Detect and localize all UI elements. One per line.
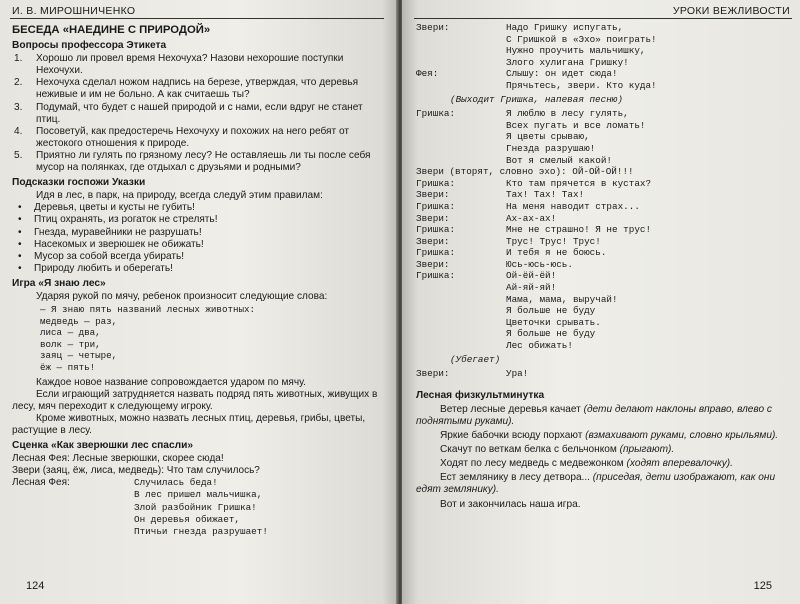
question-number: 2.: [14, 77, 23, 89]
speaker-name: Гришка:: [416, 200, 456, 212]
fizk-paragraph: [416, 430, 790, 442]
question-item: [12, 102, 384, 126]
speaker-name: Звери (вторят, словно эхо):: [416, 166, 567, 178]
question-text: Подумай, что будет с нашей природой и с нами, если вдруг не станет птиц.: [36, 101, 363, 125]
question-text: Хорошо ли провел время Нехочуха? Назови нехорошие поступки Нехочухи.: [36, 53, 344, 77]
dialogue-block-3: [416, 368, 790, 380]
dialogue-line: [12, 477, 384, 537]
rule-text: Деревья, цветы и кусты не губить!: [34, 202, 195, 214]
speaker-line: Кто там прячется в кустах?: [506, 177, 652, 189]
header-rule-right: [414, 18, 792, 19]
dialogue-line: [12, 453, 384, 465]
question-text: Нехочуха сделал ножом надпись на березе, утверждая, что деревья неживые и им не больно. А как считаешь ты?: [36, 77, 359, 101]
fizk-heading: Лесная физкультминутка: [416, 389, 545, 401]
fizk-stage-direction: (взмахивают руками, словно крыльями).: [585, 430, 779, 442]
speaker-line: Тах! Тах! Тах!: [506, 189, 585, 201]
dialogue-block-1: [416, 22, 790, 92]
rule-text: Насекомых и зверюшек не обижать!: [34, 238, 204, 250]
game-paragraph-3: Кроме животных, можно назвать лесных птиц, деревья, грибы, цветы, растущие в лесу.: [12, 412, 366, 436]
fizk-stage-direction: (дети делают наклоны вправо, влево с поднятыми руками).: [416, 403, 772, 427]
speaker-line: Юсь-юсь-юсь.: [506, 258, 573, 270]
fizk-stage-direction: (ходят вперевалочку).: [626, 458, 733, 470]
bullet-icon: •: [18, 238, 22, 250]
speaker-line: Мне не страшно! Я не трус!: [506, 224, 652, 236]
bullet-icon: •: [18, 202, 22, 214]
running-header-left: И. В. МИРОШНИЧЕНКО: [12, 5, 136, 17]
speaker-line: Ой-ёй-ёй! Ай-яй-яй! Мама, мама, выручай! Я больше не буду Цветочки срывать. Я больше не буду Лес обижать!: [506, 270, 618, 352]
question-number: 4.: [14, 125, 23, 137]
question-number: 3.: [14, 101, 23, 113]
hints-heading: Подсказки госпожи Указки: [12, 177, 146, 189]
question-text: Приятно ли гулять по грязному лесу? Не оставляешь ли ты после себя мусор на полянках, где отдыхал с друзьями и родными?: [36, 149, 371, 174]
question-number: 1.: [14, 53, 23, 65]
speaker-line: Я люблю в лесу гулять, Всех пугать и все ломать! Я цветы срываю, Гнезда разрушаю! Вот я смелый какой!: [506, 108, 646, 166]
rule-item: [12, 239, 384, 251]
fizk-paragraph: [416, 404, 790, 428]
speaker-name: Звери:: [416, 22, 450, 33]
fizk-stage-direction: (приседая, дети изображают, как они едят землянику).: [416, 472, 776, 496]
speaker-name: Лесная Фея:: [12, 453, 70, 465]
fizk-text: Скачут по веткам белка с бельчонком: [440, 444, 620, 456]
game-heading: Игра «Я знаю лес»: [12, 277, 106, 289]
speaker-name: Гришка:: [416, 108, 456, 120]
speaker-line: Трус! Трус! Трус!: [506, 235, 601, 247]
dialogue-line: [12, 465, 384, 477]
bullet-icon: •: [18, 250, 22, 262]
game-poem: — Я знаю пять названий лесных животных: медведь — раз, лиса — два, волк — три, заяц — четыре, ёж — пять!: [40, 304, 256, 374]
speaker-name: Гришка:: [416, 224, 456, 236]
speaker-line: Ура!: [506, 368, 529, 380]
speaker-name: Звери:: [416, 212, 450, 224]
stage-direction-2: (Убегает): [450, 353, 501, 365]
fizk-stage-direction: (прыгают).: [619, 444, 675, 456]
game-paragraph-2: Если играющий затрудняется назвать подряд пять животных, живущих в лесу, мяч переходит к следующему игроку.: [12, 388, 378, 412]
question-item: [12, 77, 384, 101]
dialogue-line-wide: [416, 166, 790, 178]
game-paragraph-1: Каждое новое название сопровождается ударом по мячу.: [36, 376, 306, 388]
speaker-line: Лесные зверюшки, скорее сюда!: [72, 453, 224, 465]
speaker-name: Гришка:: [416, 247, 456, 259]
bullet-icon: •: [18, 262, 22, 274]
rule-text: Природу любить и оберегать!: [34, 262, 173, 274]
fizk-text: Яркие бабочки всюду порхают: [440, 430, 586, 442]
speaker-line: ОЙ-ОЙ-ОЙ!!!: [572, 166, 634, 178]
bullet-icon: •: [18, 214, 22, 226]
question-item: [12, 150, 384, 174]
page-number-right: 125: [753, 580, 772, 592]
speaker-name: Лесная Фея:: [12, 477, 70, 489]
fizk-text: Ветер лесные деревья качает: [440, 403, 584, 415]
speaker-name: Звери:: [416, 189, 450, 201]
scene-heading: Сценка «Как зверюшки лес спасли»: [12, 440, 194, 452]
fizk-paragraph: [416, 444, 790, 456]
speaker-line: Слышу: он идет сюда! Прячьтесь, звери. Кто куда!: [506, 68, 657, 91]
bullet-icon: •: [18, 226, 22, 238]
hints-intro: Идя в лес, в парк, на природу, всегда следуй этим правилам:: [36, 190, 323, 202]
rule-item: [12, 202, 384, 214]
speaker-name: Звери:: [416, 258, 450, 270]
left-content: [12, 24, 384, 538]
question-item: [12, 126, 384, 150]
speaker-line: Что там случилось?: [166, 465, 260, 477]
speaker-line: Случилась беда! В лес пришел мальчишка, Злой разбойник Гришка! Он деревья обижает, Птичьи гнезда разрушает!: [134, 477, 268, 537]
fizk-paragraph: [416, 458, 790, 470]
speaker-line: Ах-ах-ах!: [506, 212, 557, 224]
rule-item: [12, 214, 384, 226]
speaker-name: Гришка:: [416, 177, 456, 189]
fizk-paragraph: [416, 472, 790, 496]
speaker-name: Звери:: [416, 368, 450, 380]
questions-heading: Вопросы профессора Этикета: [12, 40, 167, 52]
rule-text: Мусор за собой всегда убирать!: [34, 250, 185, 262]
dialogue-block-2: [416, 108, 790, 351]
fizk-text: Ест землянику в лесу детвора...: [440, 472, 593, 484]
questions-list: [12, 53, 384, 174]
speaker-line: На меня наводит страх...: [506, 200, 640, 212]
question-text: Посоветуй, как предостеречь Нехочуху и похожих на него ребят от жестокого отношения к природе.: [36, 125, 349, 149]
scene-dialogue: [12, 453, 384, 538]
rule-item: [12, 227, 384, 239]
fizk-paragraph: [416, 499, 790, 511]
rule-text: Гнезда, муравейники не разрушать!: [34, 226, 202, 238]
question-number: 5.: [14, 149, 23, 161]
speaker-line: Надо Гришку испугать, С Гришкой в «Эхо» поиграть! Нужно проучить мальчишку, Злого хулигана Гришку!: [506, 22, 657, 68]
left-page: [0, 0, 398, 604]
chapter-title: БЕСЕДА «НАЕДИНЕ С ПРИРОДОЙ»: [12, 24, 211, 36]
rule-item: [12, 251, 384, 263]
right-page: [402, 0, 800, 604]
speaker-name: Гришка:: [416, 270, 456, 282]
fizk-text: Ходят по лесу медведь с медвежонком: [440, 458, 627, 470]
page-number-left: 124: [26, 580, 45, 592]
speaker-name: Звери (заяц, ёж, лиса, медведь):: [12, 465, 164, 477]
question-item: [12, 53, 384, 77]
fizk-text: Вот и закончилась наша игра.: [440, 498, 581, 510]
rule-item: [12, 263, 384, 275]
stage-direction-1: (Выходит Гришка, напевая песню): [450, 93, 623, 105]
header-rule-left: [10, 18, 384, 19]
game-intro: Ударяя рукой по мячу, ребенок произносит следующие слова:: [36, 290, 328, 302]
speaker-line: И тебя я не боюсь.: [506, 247, 607, 259]
fizk-paragraphs: [416, 404, 790, 511]
speaker-name: Звери:: [416, 235, 450, 247]
running-header-right: УРОКИ ВЕЖЛИВОСТИ: [672, 5, 790, 17]
speaker-name: Фея:: [416, 68, 439, 80]
rules-list: [12, 202, 384, 275]
right-content: [416, 22, 790, 511]
rule-text: Птиц охранять, из рогаток не стрелять!: [34, 214, 218, 226]
